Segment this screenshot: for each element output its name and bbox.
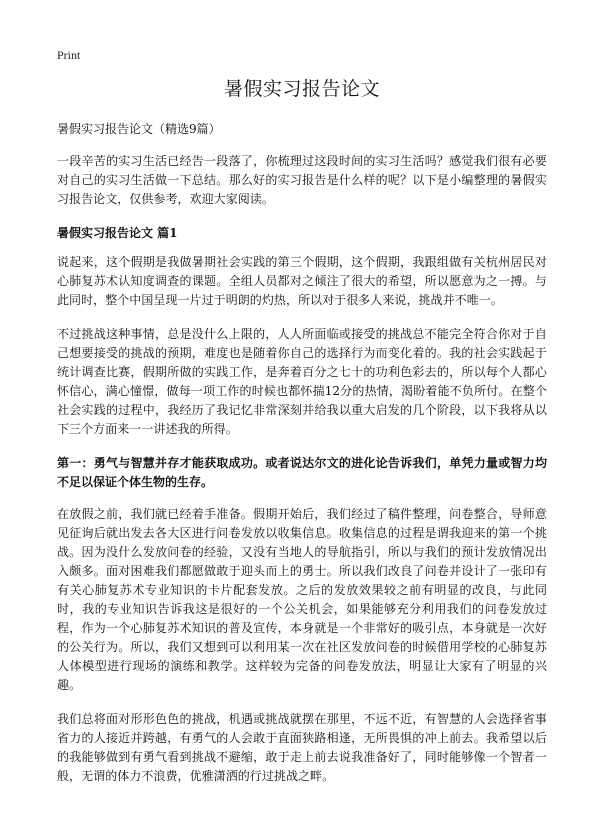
body-paragraph: 不过挑战这种事情，总是没什么上限的，人人所面临或接受的挑战总不能完全符合你对于自己想要接受的挑战的预期，难度也是随着你自己的选择行为而变化着的。我的社会实践起于统计调查比赛，假期所做的实践工作，是奔着百分之七十的功利色彩去的，所以每个人都心怀信心，满心憧憬，做每一项工作的时候也都怀揣12分的热情，渴盼着能不负所付。在整个社会实践的过程中，我经历了我记忆非常深刻并给我以重大启发的几个阶段，以下我将从以下三个方面来一一讲述我的所得。 (57, 327, 547, 436)
document-subtitle: 暑假实习报告论文（精选9篇） (57, 122, 221, 136)
body-paragraph: 在放假之前，我们就已经着手准备。假期开始后，我们经过了稿件整理，问卷整合，导师意见征询后就出发去各大区进行问卷发放以收集信息。收集信息的过程是谓我迎来的第一个挑战。因为没什么发放问卷的经验，又没有当地人的导航指引，所以与我们的预计发放情况出入颇多。面对困难我们都愿做敢于迎头而上的勇士。所以我们改良了问卷并设计了一张印有有关心肺复苏术专业知识的卡片配套发放。之后的发放效果较之前有明显的改良，与此同时，我的专业知识告诉我这是很好的一个公关机会，如果能够充分利用我们的问卷发放过程，作为一个心肺复苏术知识的普及宣传，本身就是一个非常好的吸引点，本身就是一次好的公关行为。所以，我们又想到可以利用某一次在社区发放问卷的时候借用学校的心肺复苏人体模型进行现场的演练和教学。这样较为完备的问卷发放法，明显让大家有了明显的兴趣。 (57, 507, 547, 692)
document-title: 暑假实习报告论文 (223, 78, 380, 100)
section-heading: 暑假实习报告论文 篇1 (57, 226, 178, 240)
point-heading: 第一：勇气与智慧并存才能获取成功。或者说达尔文的进化论告诉我们，单凭力量或智力均不足以保证个体生物的生存。 (57, 456, 547, 489)
body-paragraph: 说起来，这个假期是我做暑期社会实践的第三个假期，这个假期，我跟组做有关杭州居民对心肺复苏术认知度调查的课题。全组人员都对之倾注了很大的希望，所以愿意为之一搏。与此同时，整个中国呈现一片过于明朗的灼热，所以对于很多人来说，挑战并不唯一。 (57, 255, 547, 307)
print-link[interactable]: Print (57, 48, 81, 62)
intro-paragraph: 一段辛苦的实习生活已经告一段落了，你梳理过这段时间的实习生活吗？感觉我们很有必要对自己的实习生活做一下总结。那么好的实习报告是什么样的呢？以下是小编整理的暑假实习报告论文，仅供参考，欢迎大家阅读。 (57, 154, 547, 206)
body-paragraph: 我们总将面对形形色色的挑战，机遇或挑战就摆在那里，不远不近，有智慧的人会选择省事省力的人接近并跨越，有勇气的人会敢于直面狭路相逢，无所畏惧的冲上前去。我希望以后的我能够做到有勇气看到挑战不避缩，敢于走上前去说我准备好了，同时能够像一个智者一般，无谓的体力不浪费，优雅潇洒的行过挑战之畔。 (57, 712, 547, 783)
document-body (57, 76, 547, 801)
